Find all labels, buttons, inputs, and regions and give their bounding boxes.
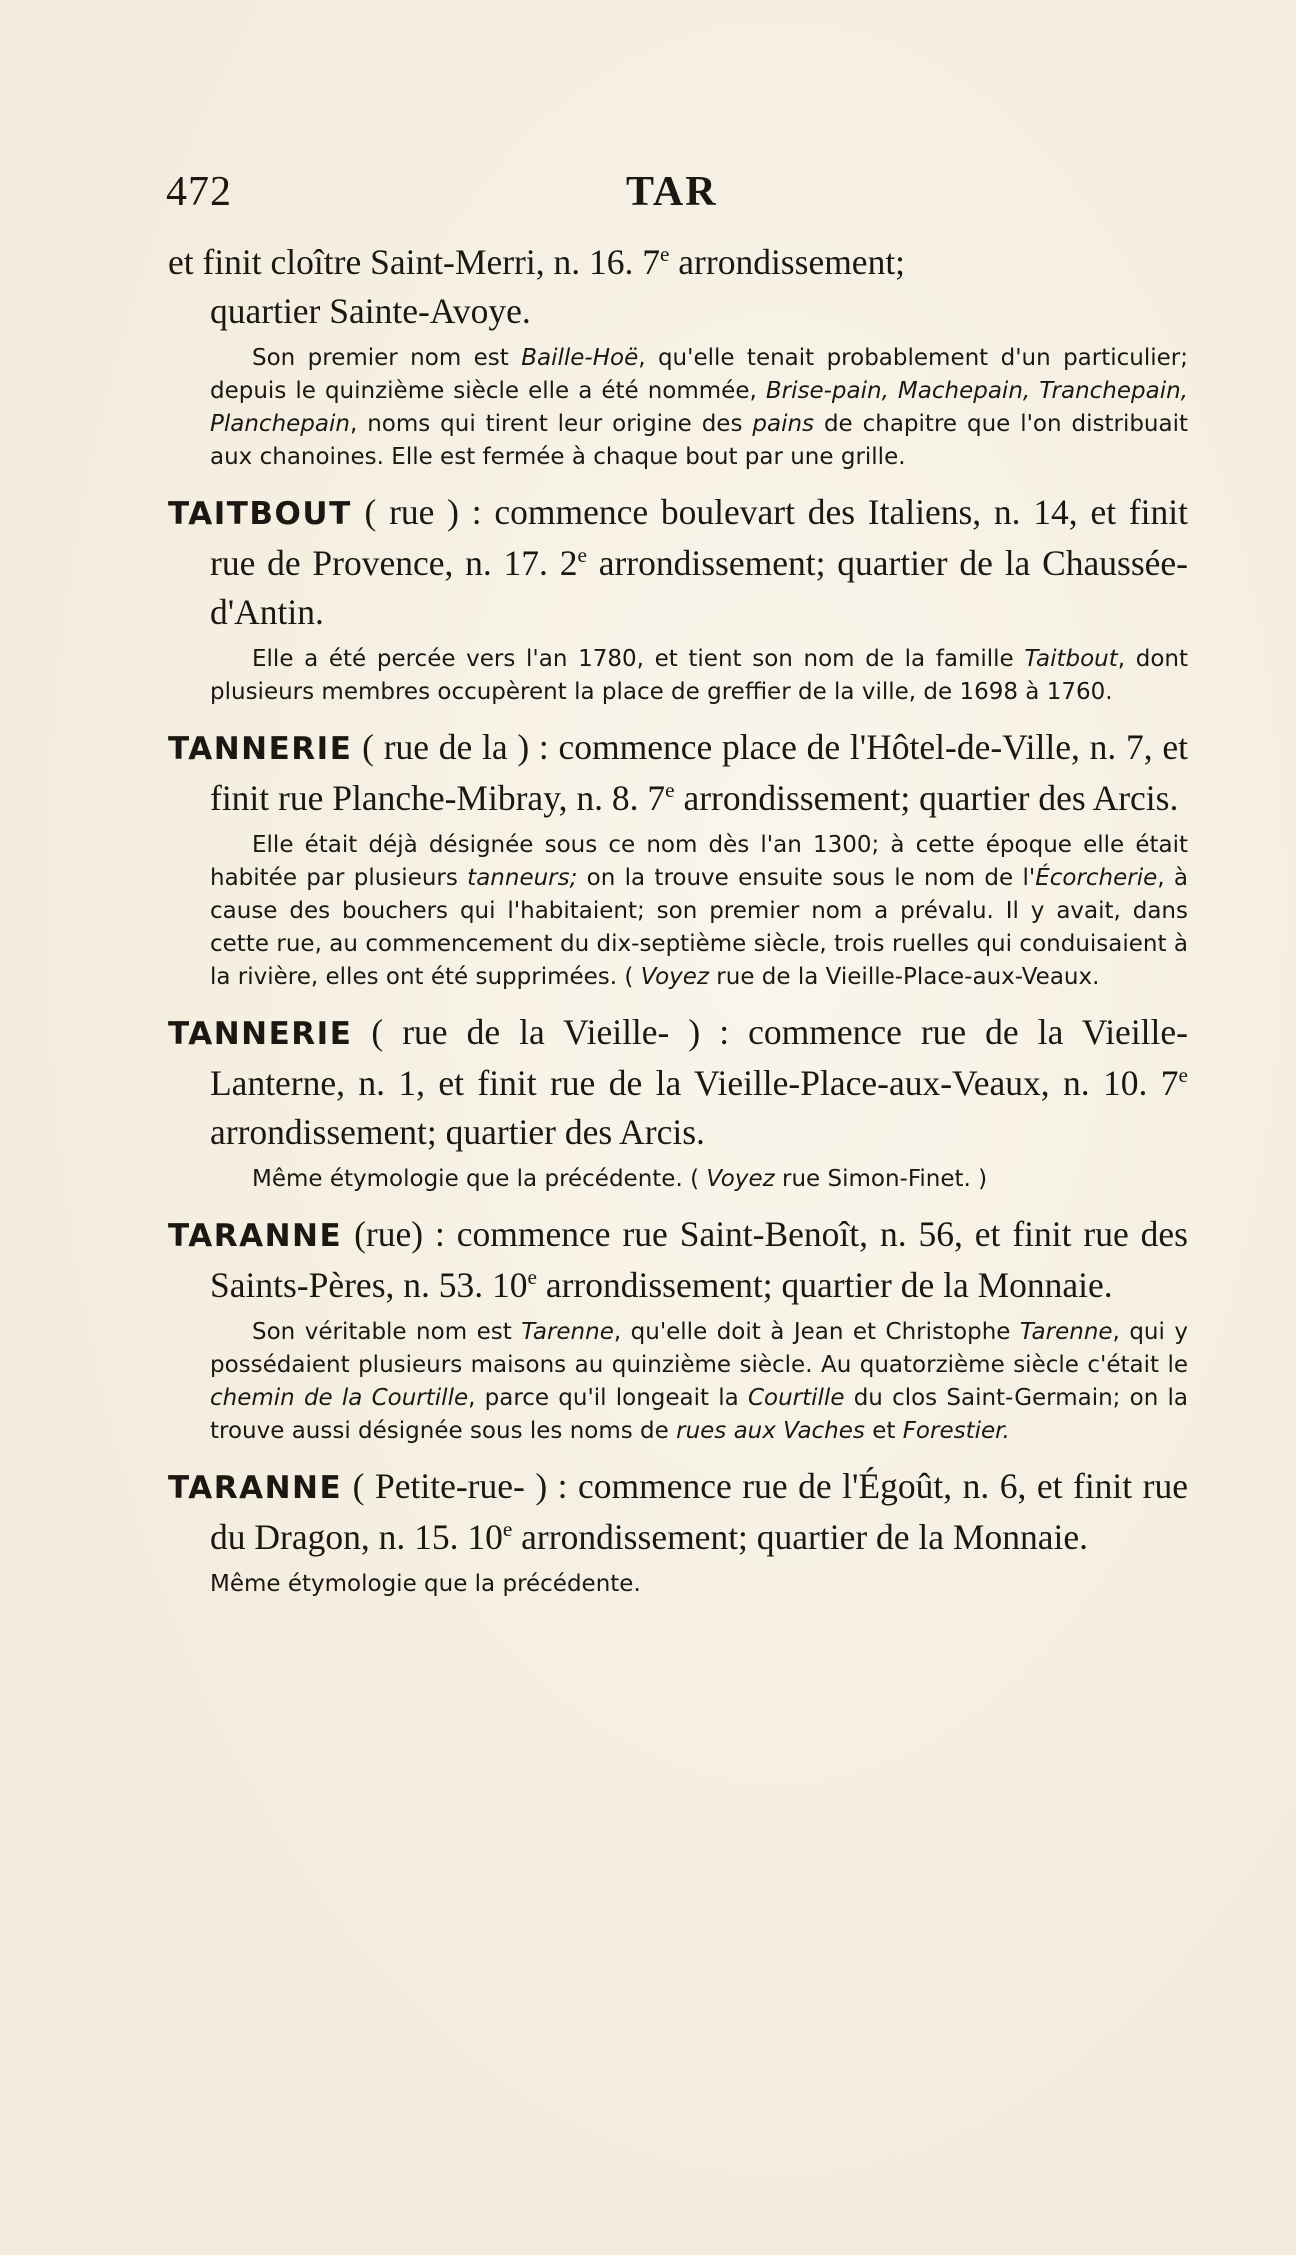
note-text: Même étymologie que la précédente. <box>210 1571 641 1597</box>
entry-headword: TANNERIE <box>168 1016 353 1052</box>
note-italic: Voyez <box>706 1166 775 1192</box>
running-head: TAR <box>626 169 718 215</box>
note-text: , à cause des bouchers qui l'habitaient; son premier nom a prévalu. Il y avait, dans cette rue, au commencement du dix-septième siècle, trois ruelles qui conduisaient à la rivière, elles ont été supprimées. ( <box>210 865 1188 990</box>
entry-text: et finit cloître Saint-Merri, n. 16. 7 <box>168 242 660 282</box>
page-number: 472 <box>166 169 232 215</box>
entry-note <box>168 342 1188 474</box>
note-text: du clos Saint-Germain; on la trouve aussi désignée sous les noms de <box>210 1385 1188 1444</box>
entry-headword: TAITBOUT <box>168 496 352 532</box>
entry-vieille-tannerie <box>168 1008 1188 1196</box>
note-italic: chemin de la Courtille <box>210 1385 469 1411</box>
entry-text: arrondissement; quartier de la Monnaie. <box>512 1517 1088 1557</box>
entry-text: arrondissement; quartier de la Monnaie. <box>536 1265 1113 1305</box>
note-text: , qu'elle doit à Jean et Christophe <box>613 1319 1020 1345</box>
entry-text: ( Petite-rue- ) : commence rue de l'Égoût, n. 6, et finit rue du Dragon, n. 15. 10 <box>210 1466 1188 1557</box>
note-text: Son véritable nom est <box>252 1319 522 1345</box>
entry-headword: TARANNE <box>168 1470 343 1506</box>
ordinal-sup: e <box>502 1517 513 1542</box>
entry-headword: TARANNE <box>168 1218 343 1254</box>
entry-text: arrondissement; quartier des Arcis. <box>674 778 1179 818</box>
entry-text: ( rue ) : commence boulevart des Italiens, n. 14, et finit rue de Provence, n. 17. 2 <box>210 492 1188 583</box>
note-text: et <box>864 1418 903 1444</box>
entry-main-text <box>168 723 1188 823</box>
note-italic: Forestier. <box>902 1418 1010 1444</box>
entry-note <box>168 829 1188 994</box>
ordinal-sup: e <box>527 1265 537 1290</box>
ordinal-sup: e <box>577 543 587 568</box>
note-text: Son premier nom est <box>252 345 522 371</box>
note-italic: rues aux Vaches <box>676 1418 865 1444</box>
entry-main-text <box>168 1210 1188 1310</box>
ordinal-sup: e <box>659 242 670 267</box>
entry-text: arrondissement; quartier de la Chaussée-d'Antin. <box>210 543 1188 632</box>
entry-main-text <box>168 488 1188 637</box>
note-text: , qu'elle tenait probablement d'un particulier; depuis le quinzième siècle elle a été nommée, <box>210 345 1188 404</box>
note-italic: Voyez <box>640 964 709 990</box>
entry-note <box>168 1316 1188 1448</box>
entry-cloitre-continuation <box>168 238 1188 474</box>
note-text: Elle était déjà désignée sous ce nom dès l'an 1300; à cette époque elle était habitée par plusieurs <box>210 832 1188 891</box>
note-italic: Tarenne <box>521 1319 614 1345</box>
note-text: rue de la Vieille-Place-aux-Veaux. <box>709 964 1100 990</box>
note-text: Même étymologie que la précédente. ( <box>252 1166 707 1192</box>
entry-text: ( rue de la Vieille- ) : commence rue de la Vieille-Lanterne, n. 1, et finit rue de la Vieille-Place-aux-Veaux, n. 10. 7 <box>210 1012 1188 1103</box>
note-italic: Baille-Hoë <box>521 345 639 371</box>
note-italic: Taitbout <box>1024 646 1118 672</box>
entry-text: arrondissement; <box>669 242 906 282</box>
note-text: de chapitre que l'on distribuait aux chanoines. Elle est fermée à chaque bout par une grille. <box>210 411 1189 470</box>
note-italic: pains <box>752 411 815 437</box>
entry-petite-taranne <box>168 1462 1188 1601</box>
entry-taitbout <box>168 488 1188 709</box>
page-header <box>166 168 1156 228</box>
ordinal-sup: e <box>1178 1063 1188 1088</box>
entry-main-text <box>168 1008 1188 1157</box>
note-text: Elle a été percée vers l'an 1780, et tient son nom de la famille <box>252 646 1025 672</box>
entry-headword: TANNERIE <box>168 731 353 767</box>
entry-note <box>168 1163 1188 1196</box>
note-text: on la trouve ensuite sous le nom de l' <box>577 865 1036 891</box>
note-text: , parce qu'il longeait la <box>468 1385 748 1411</box>
entry-text: ( rue de la ) : commence place de l'Hôtel-de-Ville, n. 7, et finit rue Planche-Mibray, n. 8. 7 <box>210 727 1188 818</box>
entry-main-text <box>168 1462 1188 1562</box>
note-text: , noms qui tirent leur origine des <box>349 411 753 437</box>
entry-note <box>168 1568 1188 1601</box>
note-text: rue Simon-Finet. ) <box>774 1166 988 1192</box>
entry-text: arrondissement; quartier des Arcis. <box>210 1112 705 1152</box>
note-italic: Écorcherie <box>1035 865 1158 891</box>
entry-text: quartier Sainte-Avoye. <box>210 291 531 331</box>
page-content <box>168 238 1188 1601</box>
note-italic: Brise-pain, Machepain, Tranchepain, Planchepain <box>210 378 1188 437</box>
entry-text: (rue) : commence rue Saint-Benoît, n. 56, et finit rue des Saints-Pères, n. 53. 10 <box>210 1214 1188 1305</box>
note-text: , qui y possédaient plusieurs maisons au quinzième siècle. Au quatorzième siècle c'était le <box>210 1319 1188 1378</box>
entry-taranne <box>168 1210 1188 1448</box>
entry-tannerie <box>168 723 1188 994</box>
note-text: , dont plusieurs membres occupèrent la place de greffier de la ville, de 1698 à 1760. <box>210 646 1189 705</box>
note-italic: tanneurs; <box>467 865 578 891</box>
note-italic: Tarenne <box>1019 1319 1113 1345</box>
entry-note <box>168 643 1188 709</box>
entry-main-text <box>168 238 1188 336</box>
note-italic: Courtille <box>747 1385 845 1411</box>
ordinal-sup: e <box>665 778 675 803</box>
